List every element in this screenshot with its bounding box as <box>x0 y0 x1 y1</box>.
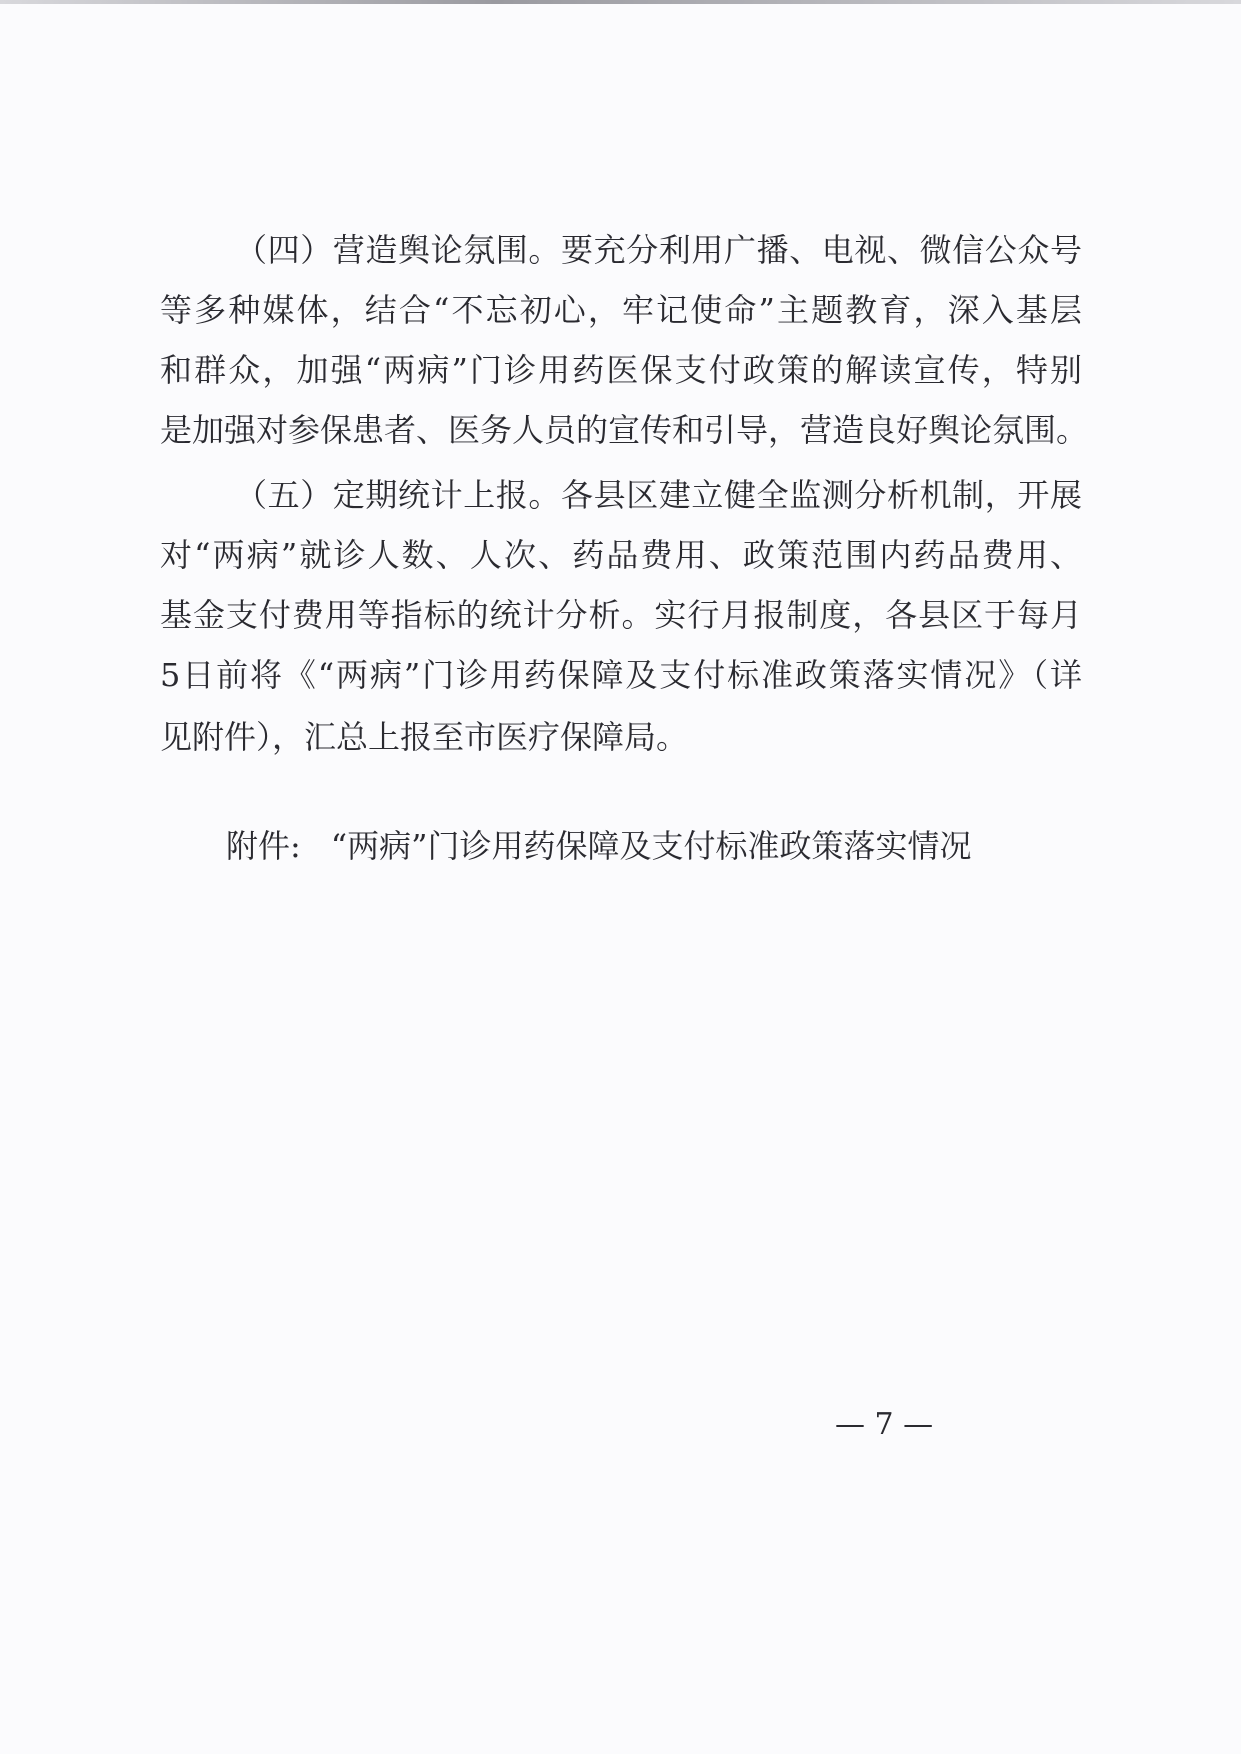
attachment-label: 附件: <box>226 827 301 865</box>
paragraph-line: （四）营造舆论氛围。要充分利用广播、电视、微信公众号 <box>235 231 1082 269</box>
paragraph-line: 和群众，加强“两病”门诊用药医保支付政策的解读宣传，特别 <box>160 351 1082 389</box>
page-number: — 7 — <box>835 1407 934 1442</box>
paragraph-line: 对“两病”就诊人数、人次、药品费用、政策范围内药品费用、 <box>160 536 1082 574</box>
paragraph-line: 5日前将《“两病”门诊用药保障及支付标准政策落实情况》（详 <box>160 656 1082 694</box>
scan-top-edge <box>0 0 1241 4</box>
paragraph-line: 基金支付费用等指标的统计分析。实行月报制度，各县区于每月 <box>160 596 1082 634</box>
paragraph-line: 等多种媒体，结合“不忘初心，牢记使命”主题教育，深入基层 <box>160 291 1082 329</box>
attachment-note <box>226 826 1002 866</box>
paragraph-line: 见附件），汇总上报至市医疗保障局。 <box>160 718 689 756</box>
attachment-title: “两病”门诊用药保障及支付标准政策落实情况 <box>330 827 972 865</box>
paragraph-line: 是加强对参保患者、医务人员的宣传和引导，营造良好舆论氛围。 <box>160 411 1089 449</box>
paragraph-line: （五）定期统计上报。各县区建立健全监测分析机制，开展 <box>235 476 1082 514</box>
